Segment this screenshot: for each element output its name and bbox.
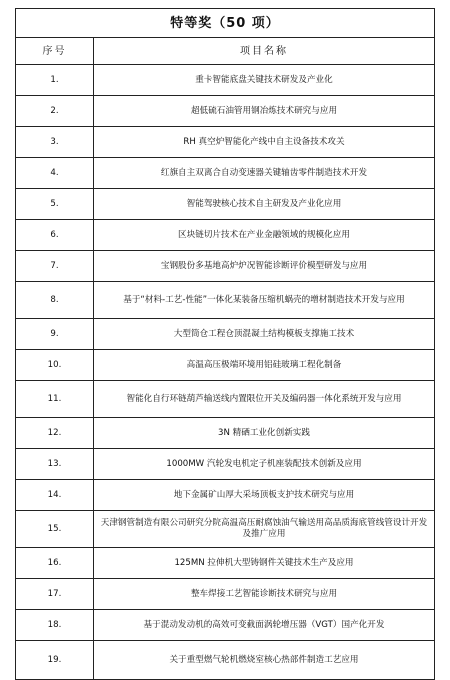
row-number: 16.	[16, 548, 94, 579]
project-name: 125MN 拉伸机大型铸钢件关键技术生产及应用	[94, 548, 435, 579]
table-row	[16, 548, 435, 579]
table-row	[16, 189, 435, 220]
table-row	[16, 511, 435, 548]
row-number: 9.	[16, 319, 94, 350]
project-name: 智能驾驶核心技术自主研发及产业化应用	[94, 189, 435, 220]
row-number: 19.	[16, 641, 94, 680]
project-name: 3N 精硒工业化创新实践	[94, 418, 435, 449]
table-row	[16, 158, 435, 189]
table-header-row	[16, 38, 435, 65]
table-row	[16, 319, 435, 350]
table-row	[16, 610, 435, 641]
table-row	[16, 251, 435, 282]
award-table	[15, 8, 435, 680]
row-number: 2.	[16, 96, 94, 127]
row-number: 11.	[16, 381, 94, 418]
row-number: 17.	[16, 579, 94, 610]
table-row	[16, 641, 435, 680]
row-number: 12.	[16, 418, 94, 449]
row-number: 5.	[16, 189, 94, 220]
project-name: 天津钢管制造有限公司研究分院高温高压耐腐蚀油气输送用高品质海底管线管设计开发及推广应用	[94, 511, 435, 548]
project-name: 关于重型燃气轮机燃烧室核心热部件制造工艺应用	[94, 641, 435, 680]
project-name: 区块链切片技术在产业金融领域的规模化应用	[94, 220, 435, 251]
header-no: 序号	[16, 38, 94, 65]
row-number: 1.	[16, 65, 94, 96]
row-number: 10.	[16, 350, 94, 381]
project-name: RH 真空炉智能化产线中自主设备技术攻关	[94, 127, 435, 158]
project-name: 超低硫石油管用钢冶炼技术研究与应用	[94, 96, 435, 127]
project-name: 高温高压极端环境用铝硅玻璃工程化制备	[94, 350, 435, 381]
row-number: 15.	[16, 511, 94, 548]
table-row	[16, 282, 435, 319]
table-row	[16, 96, 435, 127]
row-number: 4.	[16, 158, 94, 189]
project-name: 智能化自行环链葫芦输送线内置限位开关及编码器一体化系统开发与应用	[94, 381, 435, 418]
table-row	[16, 579, 435, 610]
table-title-row	[16, 9, 435, 38]
row-number: 8.	[16, 282, 94, 319]
project-name: 1000MW 汽轮发电机定子机座装配技术创新及应用	[94, 449, 435, 480]
table-title: 特等奖（50 项）	[16, 9, 435, 38]
row-number: 6.	[16, 220, 94, 251]
project-name: 基于“材料-工艺-性能”一体化某装备压缩机蜗壳的增材制造技术开发与应用	[94, 282, 435, 319]
table-row	[16, 65, 435, 96]
table-row	[16, 127, 435, 158]
project-name: 整车焊接工艺智能诊断技术研究与应用	[94, 579, 435, 610]
row-number: 18.	[16, 610, 94, 641]
project-name: 宝钢股份多基地高炉炉况智能诊断评价模型研发与应用	[94, 251, 435, 282]
project-name: 地下金属矿山厚大采场顶板支护技术研究与应用	[94, 480, 435, 511]
table-row	[16, 381, 435, 418]
table-row	[16, 449, 435, 480]
table-row	[16, 418, 435, 449]
table-row	[16, 220, 435, 251]
row-number: 13.	[16, 449, 94, 480]
project-name: 红旗自主双离合自动变速器关键轴齿零件制造技术开发	[94, 158, 435, 189]
project-name: 重卡智能底盘关键技术研发及产业化	[94, 65, 435, 96]
row-number: 14.	[16, 480, 94, 511]
project-name: 基于混动发动机的高效可变截面涡轮增压器（VGT）国产化开发	[94, 610, 435, 641]
row-number: 3.	[16, 127, 94, 158]
row-number: 7.	[16, 251, 94, 282]
header-name: 项目名称	[94, 38, 435, 65]
project-name: 大型筒仓工程仓顶混凝土结构模板支撑施工技术	[94, 319, 435, 350]
table-row	[16, 480, 435, 511]
table-row	[16, 350, 435, 381]
